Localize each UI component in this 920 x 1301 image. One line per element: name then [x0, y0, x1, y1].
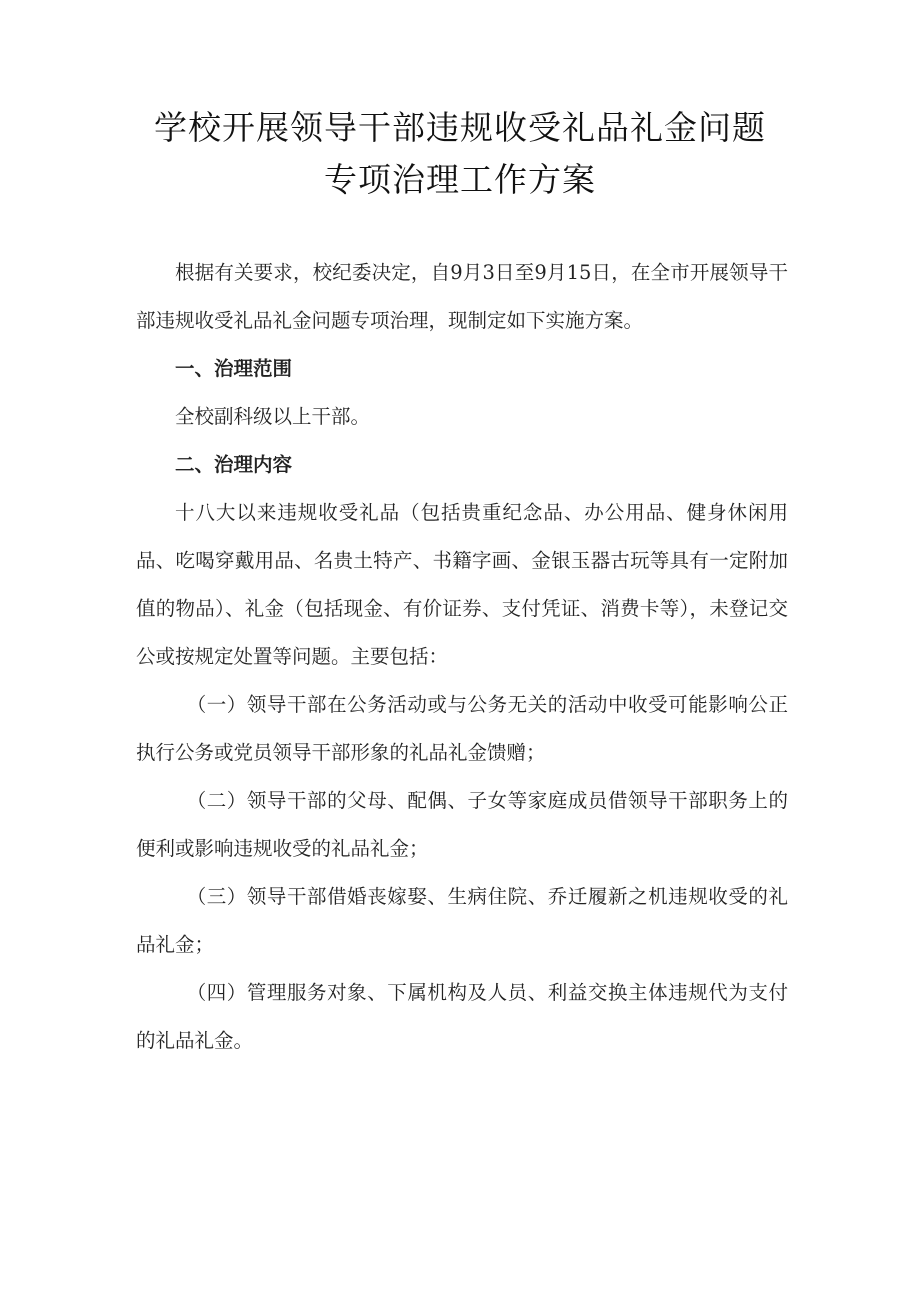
document-body [136, 249, 788, 1065]
intro-paragraph: 根据有关要求，校纪委决定，自9月3日至9月15日，在全市开展领导干部违规收受礼品礼金问题专项治理，现制定如下实施方案。 [136, 261, 788, 332]
document-title [0, 102, 920, 206]
section-1-heading: 一、治理范围 [175, 357, 293, 380]
title-line-2: 专项治理工作方案 [324, 160, 596, 199]
list-item: （一）领导干部在公务活动或与公务无关的活动中收受可能影响公正执行公务或党员领导干部形象的礼品礼金馈赠； [136, 693, 788, 764]
list-item: （四）管理服务对象、下属机构及人员、利益交换主体违规代为支付的礼品礼金。 [136, 981, 788, 1052]
list-item: （三）领导干部借婚丧嫁娶、生病住院、乔迁履新之机违规收受的礼品礼金； [136, 885, 788, 956]
section-2-heading: 二、治理内容 [175, 453, 293, 476]
title-line-1: 学校开展领导干部违规收受礼品礼金问题 [154, 108, 766, 147]
section-2-text: 十八大以来违规收受礼品（包括贵重纪念品、办公用品、健身休闲用品、吃喝穿戴用品、名贵土特产、书籍字画、金银玉器古玩等具有一定附加值的物品）、礼金（包括现金、有价证券、支付凭证、消费卡等），未登记交公或按规定处置等问题。主要包括： [136, 501, 788, 668]
list-item: （二）领导干部的父母、配偶、子女等家庭成员借领导干部职务上的便利或影响违规收受的礼品礼金； [136, 789, 788, 860]
section-1-text: 全校副科级以上干部。 [175, 405, 371, 428]
